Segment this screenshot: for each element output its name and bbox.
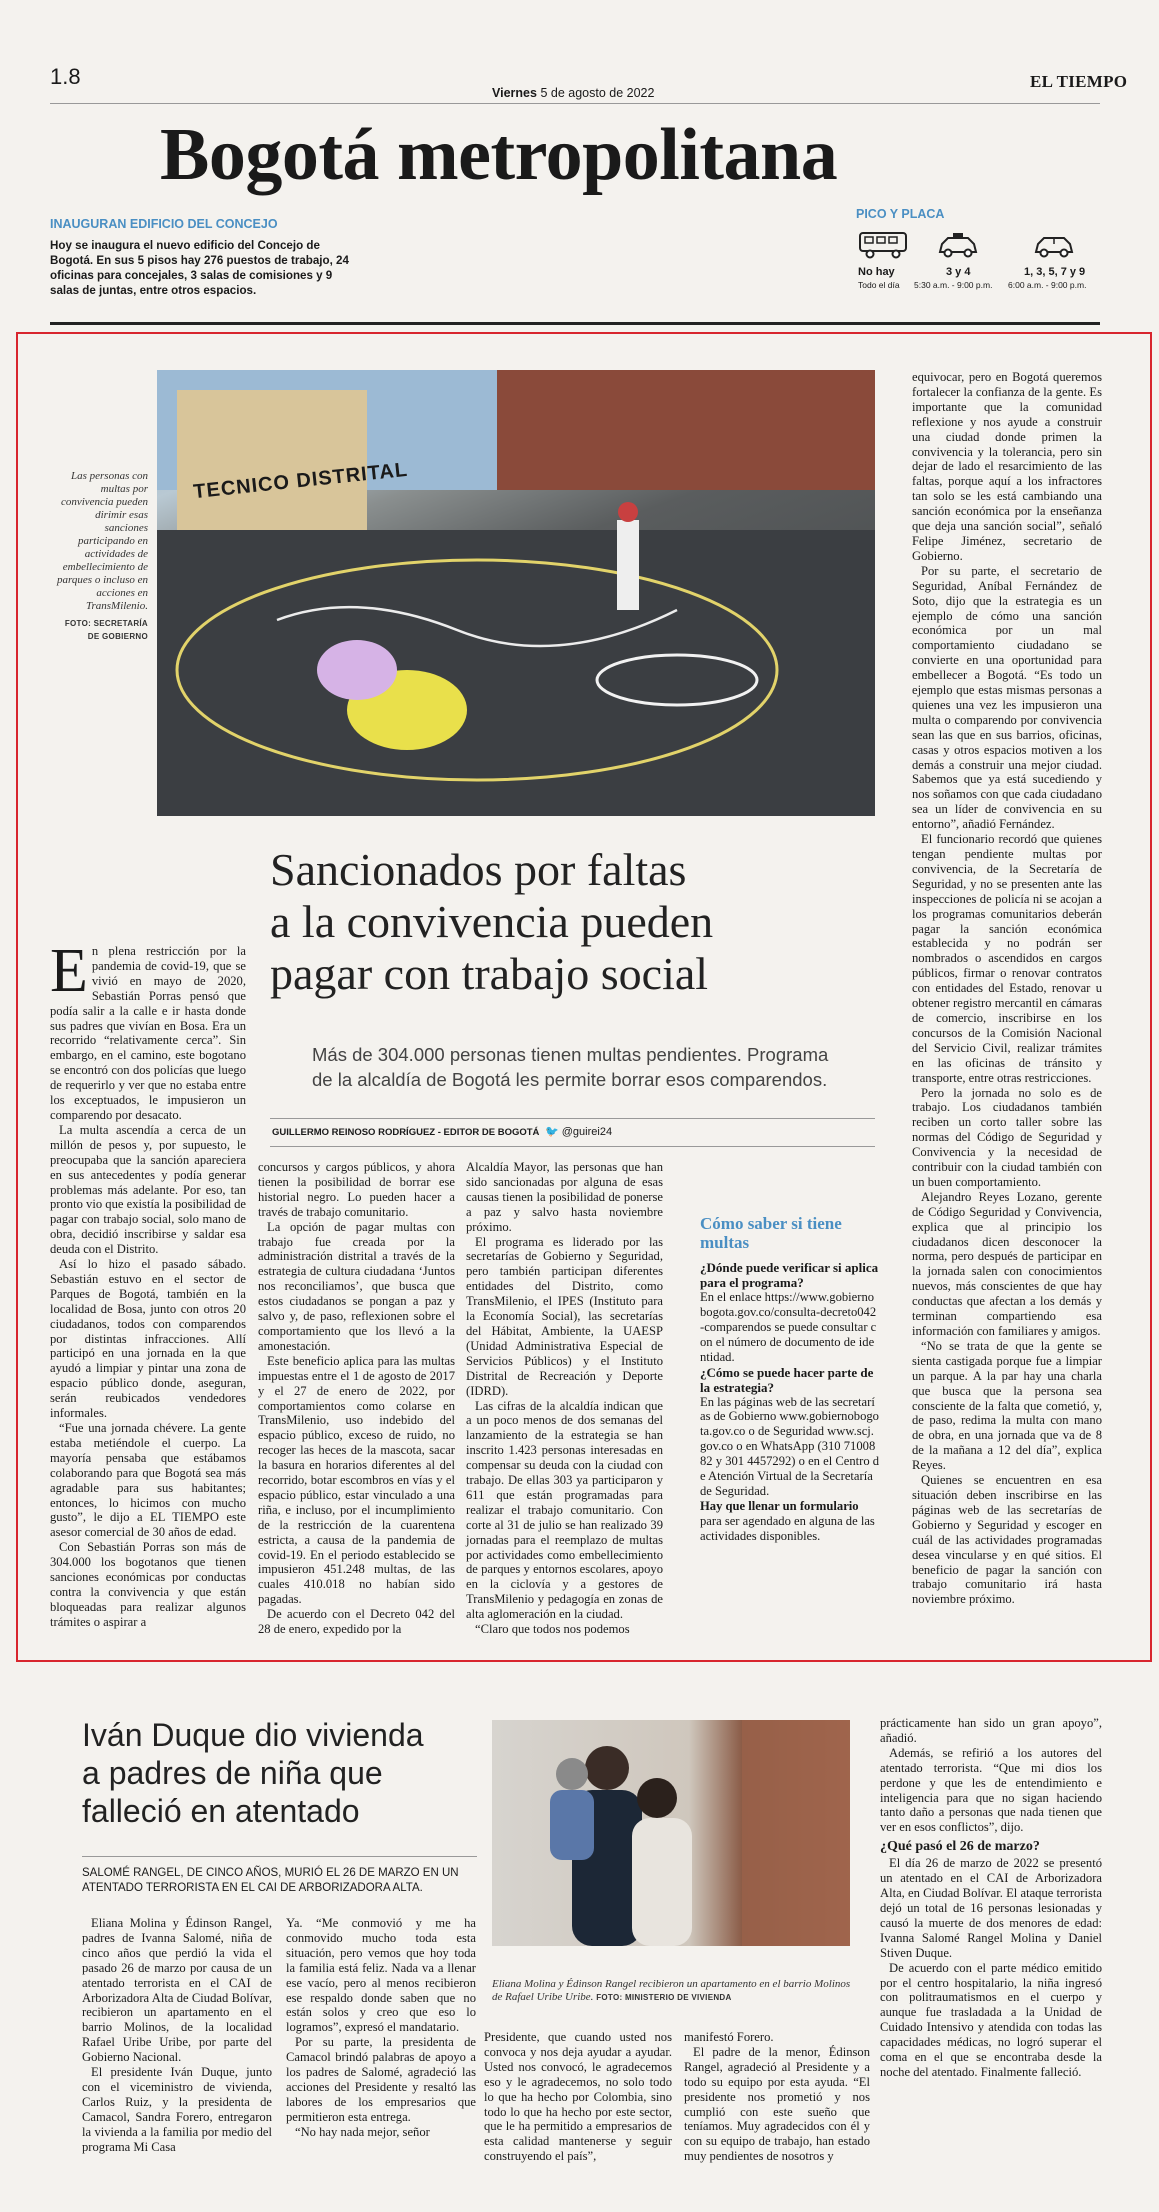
main-headline-line-1: Sancionados por faltas	[270, 844, 687, 895]
main-photo-credit: FOTO: SECRETARÍA DE GOBIERNO	[64, 619, 148, 641]
pico-detail-car: 6:00 a.m. - 9:00 p.m.	[1008, 280, 1087, 290]
second-col4-para: manifestó Forero.	[684, 2030, 774, 2044]
main-col5-para: El funcionario recordó que quienes tengan pendiente multas por convivencia, de la Secretaría de Seguridad, y no se presenten ante las inspecciones de policía ni se acojan a los programas comunitarios deberán pagar la sanción económica establecida y no podrán ser nombrados o ascendidos en cargos públicos, firmar o renovar contratos con entidades del Estado, renovar u obtener registro mercantil en cámaras de comercio, inscribirse en los concursos de la Comisión Nacional del Servicio Civil, realizar trámites en las oficinas de tránsito y transporte, entre otras restricciones.	[912, 832, 1102, 1085]
second-col1-para: Eliana Molina y Édinson Rangel, padres de Ivanna Salomé, niña de cinco años que perdió la vida el pasado 26 de marzo por causa de un atentado terrorista en el CAI de Arborizadora Alta de Ciudad Bolívar, recibieron un apartamento en el barrio Molinos, de la localidad Rafael Uribe Uribe, por parte del Gobierno Nacional.	[82, 1916, 272, 2065]
main-deck-line-2: de la alcaldía de Bogotá les permite borrar esos comparendos.	[312, 1069, 828, 1090]
sidebar-answer-3: para ser agendado en alguna de las actividades disponibles.	[700, 1513, 875, 1543]
main-photo-caption-text: Las personas con multas por convivencia pueden dirimir esas sanciones participando en actividades de embellecimiento de parques o incluso en acciones en TransMilenio.	[57, 470, 148, 612]
main-col3-para: “Claro que todos nos podemos	[475, 1622, 630, 1637]
second-headline-line-3: falleció en atentado	[82, 1793, 360, 1829]
main-col2-para: De acuerdo con el Decreto 042 del 28 de enero, expedido por la	[258, 1607, 455, 1637]
second-column-5	[880, 1716, 1102, 2080]
brief-kicker: INAUGURAN EDIFICIO DEL CONCEJO	[50, 217, 278, 231]
main-col1-para: “Fue una jornada chévere. La gente estaba metiéndole el cuerpo. La mayoría pensaba que estábamos colaborando para que Bogotá sea más agradable para sus habitantes; entonces, lo hicimos con mucho gusto”, le dijo a EL TIEMPO este asesor comercial de 30 años de edad.	[50, 1421, 246, 1540]
main-twitter-handle[interactable]: @guirei24	[561, 1126, 613, 1138]
second-col5-para: Además, se refirió a los autores del atentado terrorista. “Que mi dios los perdone y que les de entendimiento e inteligencia para que no sigan haciendo tanto daño a personas que nada tienen que ver en esos conflictos”, dijo.	[880, 1745, 1102, 1835]
page-number: 1.8	[50, 64, 81, 89]
main-col2-para: Este beneficio aplica para las multas impuestas entre el 1 de agosto de 2017 y el 27 de enero de 2022, por comportamientos como colarse en TransMilenio, uso indebido del espacio público, exceso de ruido, no recoger las heces de la mascota, sacar la basura en horarios diferentes al del recorrido, botar escombros en vías y el espacio público, estar vinculado a una riña, e incluso, por el incumplimiento de la restricción de la cuarentena estricta, a causa de la pandemia de covid-19. En el periodo establecido se impusieron 451.248 multas, de las cuales 410.018 no habían sido pagadas.	[258, 1353, 455, 1607]
photo-sign: TECNICO DISTRITAL	[192, 458, 410, 504]
main-col5-para: Pero la jornada no solo es de trabajo. Los ciudadanos también reciben un corto taller sobre las normas del Código de Seguridad y Convivencia y la necesidad de contribuir con la ciudad también con un buen comportamiento.	[912, 1085, 1102, 1189]
pico-placa-title: PICO Y PLACA	[856, 207, 945, 221]
pico-placa-widget	[856, 228, 1106, 298]
main-photo-scene	[157, 370, 875, 816]
sidebar-item-3	[700, 1499, 880, 1544]
main-twitter	[545, 1125, 612, 1138]
bus-icon	[858, 230, 910, 260]
main-col1-para: Con Sebastián Porras son más de 304.000 los bogotanos que tienen sanciones económicas por conductas contra la convivencia y que están bloqueadas para realizar algunos trámites o aspirar a	[50, 1540, 246, 1629]
main-headline-line-2: a la convivencia pueden	[270, 896, 714, 947]
second-photo-credit: FOTO: MINISTERIO DE VIVIENDA	[596, 1993, 732, 2002]
main-col5-para: Por su parte, el secretario de Seguridad, Aníbal Fernández de Soto, dijo que la estrategia es un ejemplo de cómo una sanción económica por un mal comportamiento ciudadano se convierte en una oportunidad para embellecer a Bogotá. “Es todo un ejemplo que estas mismas personas a quienes una vez les impusieron una multa o comparendo por convivencia sean las que en sus barrios, oficinas, casas y otros espacios motiven a los demás a construir una mejor ciudad. Sabemos que ya está sucediendo y nos soñamos con que cada ciudadano sea un líder de convivencia en su entorno”, añadió Fernández.	[912, 563, 1102, 832]
second-photo-caption	[492, 1978, 857, 2004]
sidebar-question-2: ¿Cómo se puede hacer parte de la estrategia?	[700, 1364, 874, 1395]
main-col3-para: El programa es liderado por las secretarías de Gobierno y Seguridad, pero también participan diferentes entidades del Distrito, como TransMilenio, el IPES (Instituto para la Economía Social), las secretarías del Hábitat, Ambiente, la UAESP (Unidad Administrativa Especial de Servicios Públicos) y el Instituto Distrital de Recreación y Deporte (IDRD).	[466, 1234, 663, 1398]
brand-logo: EL TIEMPO	[1030, 72, 1128, 91]
second-col2-para: “No hay nada mejor, señor	[295, 2124, 430, 2139]
pico-label-bus: No hay	[858, 266, 895, 278]
main-col5-para: equivocar, pero en Bogotá queremos fortalecer la confianza de la gente. Es importante que la comunidad reflexione y nos ayude a construir una ciudad donde primen la convivencia y la tolerancia, pero sin dejar de lado el resarcimiento de las faltas, porque aquí a los infractores tan solo se les está cambiando una sanción económica por la enseñanza que deja una sanción social”, señaló Felipe Jiménez, secretario de Gobierno.	[912, 370, 1102, 563]
main-col1-para: La multa ascendía a cerca de un millón de pesos y, por supuesto, le preocupaba que la sanción apareciera en sus antecedentes y podía generar problemas más adelante. Por eso, tan pronto vio que existía la posibilidad de pagar con trabajo social, solo mano de obra, decidió inscribirse y saldar esa deuda con el Distrito.	[50, 1122, 246, 1257]
issue-date-text: 5 de agosto de 2022	[540, 86, 655, 100]
section-title: Bogotá metropolitana	[160, 114, 838, 196]
main-byline: GUILLERMO REINOSO RODRÍGUEZ - EDITOR DE BOGOTÁ	[272, 1127, 540, 1138]
main-deck	[312, 1042, 828, 1092]
second-col5-para: prácticamente han sido un gran apoyo”, añadió.	[880, 1716, 1102, 1745]
second-deck: SALOMÉ RANGEL, DE CINCO AÑOS, MURIÓ EL 26 DE MARZO EN UN ATENTADO TERRORISTA EN EL CAI DE ARBORIZADORA ALTA.	[82, 1867, 459, 1894]
second-deck-rule	[82, 1856, 477, 1857]
main-col5-para: “No se trata de que la gente se sienta castigada porque fue a limpiar un parque. A la par hay una charla que busca que la persona sea consciente de la falta que cometió, y, de paso, redima la multa con mano de obra, en una jornada que va de 8 de la mañana a 12 del día”, explica Reyes.	[912, 1338, 1102, 1473]
second-headline-line-2: a padres de niña que	[82, 1755, 383, 1791]
main-col1-lead: n plena restricción por la pandemia de covid-19, que se vivió en mayo de 2020, Sebastián Porras pensó que podía salir a la calle e ir hasta donde sus padres que vivían en Bosa. Era un recorrido “relativamente cerca”. Sin embargo, en el camino, este bogotano se encontró con dos policías que luego de requerirlo y ver que no estaba entre los exceptuados, le impusieron un comparendo por desacato.	[50, 944, 246, 1122]
twitter-icon: 🐦	[545, 1126, 559, 1138]
masthead-rule	[50, 103, 1100, 104]
main-column-1	[50, 937, 246, 1630]
taxi-icon	[936, 232, 980, 260]
second-col3-para: Presidente, que cuando usted nos convoca y nos deja ayudar a ayudar. Usted nos convocó, le agradecemos eso y le agradecemos, no solo todo lo que ha hecho por Colombia, sino todo lo que ha hecho por este sector, que le ha permitido a empresarios de esta calidad mantenerse y seguir construyendo el país”,	[484, 2030, 672, 2164]
second-subhead: ¿Qué pasó el 26 de marzo?	[880, 1839, 1040, 1855]
main-deck-line-1: Más de 304.000 personas tienen multas pendientes. Programa	[312, 1044, 829, 1065]
sidebar-question-3: Hay que llenar un formulario	[700, 1498, 859, 1513]
sidebar-question-1: ¿Dónde puede verificar si aplica para el programa?	[700, 1260, 879, 1290]
info-sidebar	[700, 1214, 880, 1544]
main-headline	[270, 844, 713, 1000]
second-photo-scene	[492, 1720, 850, 1946]
second-column-3	[484, 2030, 672, 2164]
second-photo-caption-text: Eliana Molina y Édinson Rangel recibieron un apartamento en el barrio Molinos de Rafael Uribe Uribe.	[492, 1978, 851, 2003]
pico-detail-taxi: 5:30 a.m. - 9:00 p.m.	[914, 280, 993, 290]
sidebar-answer-2: En las páginas web de las secretarías de Gobierno www.gobiernobogota.gov.co o de Seguridad www.scj.gov.co o en WhatsApp (310 7100882 y 301 4457292) o en el Centro de Atención Virtual de la Secretaría de Seguridad.	[700, 1394, 880, 1498]
pico-label-taxi: 3 y 4	[946, 266, 971, 278]
second-col4-para: El padre de la menor, Édinson Rangel, agradeció al Presidente y a todo su equipo por esta ayuda. “El presidente nos prometió y nos cumplió con este sueño que teníamos. Muy agradecidos con él y con su equipo de trabajo, han estado muy pendientes de nosotros y	[684, 2044, 870, 2164]
second-headline-line-1: Iván Duque dio vivienda	[82, 1717, 424, 1753]
second-col5-para: De acuerdo con el parte médico emitido por el centro hospitalario, la niña ingresó con politraumatismos en el cuerpo y aunque fue trasladada a la Unidad de Cuidado Intensivo y atendida con todas las capacidades médicas, no logró superar el coma en el que se encontraba desde la noche del atentado. Finalmente falleció.	[880, 1960, 1102, 2079]
main-col3-para: Las cifras de la alcaldía indican que a un poco menos de dos semanas del lanzamiento de la estrategia se han inscrito 1.423 personas interesadas en compensar su deuda con la ciudad con trabajo. De ellas 303 ya participaron y 611 que están programadas para realizar el trabajo comunitario. Con corte al 31 de julio se han realizado 39 jornadas para el reemplazo de multas por actividades como embellecimiento de parques y entornos escolares, apoyo en la ciclovía y a gestores de TransMilenio y pedagogía en zonas de alta aglomeración en la ciudad.	[466, 1398, 663, 1622]
second-photo	[492, 1720, 850, 1946]
main-col3-para: Alcaldía Mayor, las personas que han sido sancionadas por alguna de esas causas tienen la posibilidad de ponerse a paz y salvo hasta noviembre próximo.	[466, 1160, 663, 1234]
main-photo-caption	[52, 470, 148, 643]
car-icon	[1032, 232, 1076, 260]
brief-text: Hoy se inaugura el nuevo edificio del Concejo de Bogotá. En sus 5 pisos hay 276 puestos de trabajo, 24 oficinas para concejales, 3 salas de comisiones y 9 salas de juntas, entre otros espacios.	[50, 239, 349, 297]
second-column-1	[82, 1916, 272, 2155]
main-col5-para: Alejandro Reyes Lozano, gerente de Código Seguridad y Convivencia, explica que al principio los ciudadanos dicen desconocer la norma, pero después de participar en la jornada salen con conocimientos nuevos, más conscientes de que hay conductas que afectan a los demás y terminan compartiendo esa información con familiares y amigos.	[912, 1189, 1102, 1338]
byline-rule-bottom	[270, 1146, 875, 1147]
main-photo	[157, 370, 875, 816]
main-col2-para: La opción de pagar multas con trabajo fue creada por la administración distrital a través de la estrategia de cultura ciudadana ‘Juntos nos reconciliamos’, que busca que estos ciudadanos se pongan a paz y salvo y, de paso, reflexionen sobre el comportamiento que los llevó a la amonestación.	[258, 1219, 455, 1353]
second-column-2	[286, 1916, 476, 2140]
main-col1-para: Así lo hizo el pasado sábado. Sebastián estuvo en el sector de Parques de Bogotá, también en la localidad de Bosa, junto con otros 20 ciudadanos, todos con comparendos por distintas infracciones. Allí participó en una jornada en la que ayudó a limpiar y pintar una zona de espacio público donde, aseguran, serán reubicados vendedores informales.	[50, 1257, 246, 1421]
main-column-3	[466, 1160, 663, 1637]
pico-label-car: 1, 3, 5, 7 y 9	[1024, 266, 1086, 278]
second-headline	[82, 1716, 424, 1830]
second-col5-para: El día 26 de marzo de 2022 se presentó un atentado en el CAI de Arborizadora Alta, en Ciudad Bolívar. El ataque terrorista dejó un total de 16 personas lesionadas y causó la muerte de dos menores de edad: Ivanna Salomé Rangel Molina y Daniel Stiven Duque.	[880, 1856, 1102, 1960]
byline-rule-top	[270, 1118, 875, 1119]
main-headline-line-3: pagar con trabajo social	[270, 948, 709, 999]
dropcap: E	[50, 937, 88, 1005]
section-rule	[50, 322, 1100, 325]
main-column-5	[912, 370, 1102, 1607]
second-col2-para: Ya. “Me conmovió y me ha conmovido mucho toda esta situación, pero vemos que hoy toda la familia está feliz. Nada va a llenar ese vacío, pero al menos recibieron ese respaldo donde saben que no están solos y creo que eso lo logramos”, expresó el mandatario.	[286, 1916, 476, 2035]
pico-detail-bus: Todo el día	[858, 280, 900, 290]
second-col1-para: El presidente Iván Duque, junto con el viceministro de vivienda, Carlos Ruiz, y la presidenta de Camacol, Sandra Forero, entregaron la vivienda a la familia por medio del programa Mi Casa	[82, 2065, 272, 2154]
second-column-4	[684, 2030, 870, 2164]
main-col5-para: Quienes se encuentren en esa situación deben inscribirse en las páginas web de las secretarías de Gobierno y Seguridad y escoger en cuál de las actividades programadas desea vincularse y en qué sitios. El beneficio de pagar la sanción con trabajo comunitario irá hasta noviembre próximo.	[912, 1473, 1102, 1607]
sidebar-title: Cómo saber si tiene multas	[700, 1214, 842, 1252]
second-col2-para: Por su parte, la presidenta de Camacol brindó palabras de apoyo a los padres de Salomé, agradeció las acciones del Presidente y resaltó las labores de los empresarios que permitieron esta entrega.	[286, 2035, 476, 2124]
main-col2-para: concursos y cargos públicos, y ahora tienen la posibilidad de borrar ese historial negro. Lo pueden hacer a través de trabajo comunitario.	[258, 1160, 455, 1219]
sidebar-answer-1: En el enlace https://www.gobiernobogota.gov.co/consulta-decreto042-comparendos se puede consultar con el número de documento de identidad.	[700, 1290, 877, 1364]
issue-day: Viernes	[492, 86, 537, 100]
issue-date	[492, 86, 654, 100]
main-column-2	[258, 1160, 455, 1637]
